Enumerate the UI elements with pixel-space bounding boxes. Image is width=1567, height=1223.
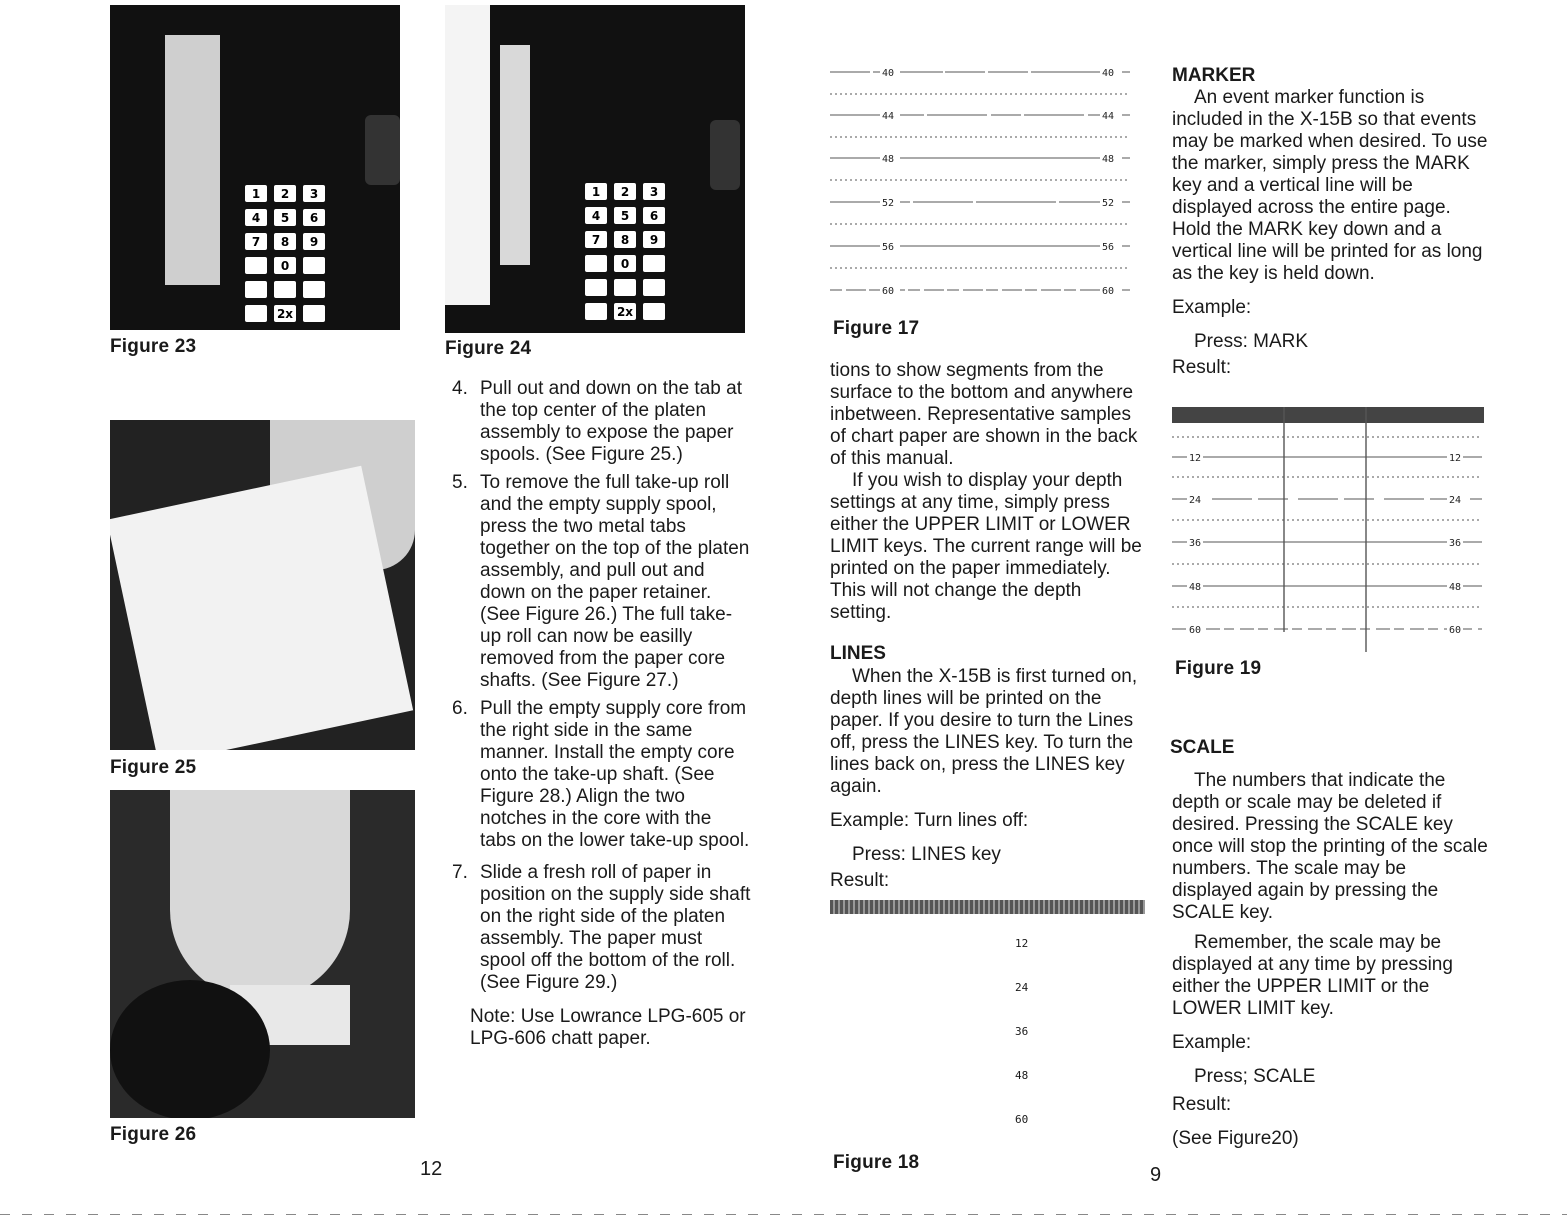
roller-knob	[365, 115, 400, 185]
key-3: 3	[643, 183, 665, 200]
fig18-label: 60	[1015, 1113, 1029, 1126]
figure-19-caption: Figure 19	[1175, 658, 1262, 679]
figure-26-caption: Figure 26	[110, 1124, 197, 1145]
result-label: Result:	[830, 870, 890, 891]
fig19-label-right: 48	[1449, 582, 1462, 593]
key-alarm	[303, 305, 325, 322]
key-lower-limit	[643, 255, 665, 272]
figure-25-photo	[110, 420, 415, 750]
key-0: 0	[274, 257, 296, 274]
key-scale	[585, 279, 607, 296]
figure-24-photo	[445, 5, 745, 333]
printed-header-band	[1172, 407, 1484, 423]
key-9: 9	[643, 231, 665, 248]
key-9: 9	[303, 233, 325, 250]
key-2x: 2x	[614, 303, 636, 320]
fig17-label-right: 44	[1102, 111, 1115, 122]
press-instruction: Press: LINES key	[852, 844, 1001, 865]
key-ppr	[585, 303, 607, 320]
fig19-label-left: 36	[1189, 538, 1202, 549]
figure-23-photo	[110, 5, 400, 330]
step-text: Slide a fresh roll of paper in position on the supply side shaft on the right side of the platen assembly. The paper must spool off the bottom of the roll. (See Figure 29.)	[480, 862, 751, 993]
paragraph: An event marker function is included in the X-15B so that events may be marked when desired. To use the marker, simply press the MARK key and a vertical line will be displayed across the entire page. Hold the MARK key down and a vertical line will be printed for as long as the key is held down.	[1172, 87, 1488, 284]
figure-25-caption: Figure 25	[110, 757, 197, 778]
marker-text-block	[1172, 87, 1490, 379]
lines-heading: LINES	[830, 643, 886, 664]
key-4: 4	[245, 209, 267, 226]
key-1: 1	[245, 185, 267, 202]
fig17-label-left: 44	[882, 111, 895, 122]
paragraph: tions to show segments from the surface to the bottom and anywhere inbetween. Representative samples of chart paper are shown in the back of this manual.	[830, 360, 1138, 469]
step-number: 5.	[452, 472, 468, 493]
fig18-label: 24	[1015, 981, 1029, 994]
key-mark	[274, 281, 296, 298]
key-6: 6	[643, 207, 665, 224]
fig19-label-left: 12	[1189, 453, 1202, 464]
chart-paper-strip	[165, 35, 220, 285]
key-ppr	[245, 305, 267, 322]
key-3: 3	[303, 185, 325, 202]
figure-23-caption: Figure 23	[110, 336, 197, 357]
marker-heading: MARKER	[1172, 65, 1256, 86]
fig19-label-right: 12	[1449, 453, 1462, 464]
fig17-label-left: 56	[882, 242, 895, 253]
figure-18-chart	[830, 900, 1145, 1140]
chart-paper-strip	[500, 45, 530, 265]
example-label: Example:	[1172, 297, 1252, 318]
step-text: To remove the full take-up roll and the empty supply spool, press the two metal tabs together on the top of the platen assembly, and pull out and down on the paper retainer. (See Figure 26.) The full take-up roll can now be easilly removed from the paper core shafts. (See Figure 27.)	[480, 472, 750, 691]
fig19-label-right: 60	[1449, 625, 1462, 636]
key-lower-limit	[303, 257, 325, 274]
key-5: 5	[614, 207, 636, 224]
roller-knob	[710, 120, 740, 190]
key-7: 7	[585, 231, 607, 248]
paragraph: The numbers that indicate the depth or scale may be deleted if desired. Pressing the SCALE key once will stop the printing of the scale numbers. The scale may be displayed again by pressing the SCALE key.	[1172, 770, 1488, 923]
step-text: Pull out and down on the tab at the top center of the platen assembly to expose the paper spools. (See Figure 25.)	[480, 378, 742, 465]
key-0: 0	[614, 255, 636, 272]
press-instruction: Press; SCALE	[1194, 1066, 1316, 1087]
step-number: 6.	[452, 698, 468, 719]
fig17-label-left: 48	[882, 154, 895, 165]
keypad-fig23	[245, 185, 325, 322]
figure-17-caption: Figure 17	[833, 318, 920, 339]
fig17-label-right: 60	[1102, 286, 1115, 297]
spool	[110, 980, 270, 1118]
figure-reference: (See Figure20)	[1172, 1128, 1299, 1149]
example-label: Example: Turn lines off:	[830, 810, 1029, 831]
key-mark	[614, 279, 636, 296]
key-upper-limit	[245, 257, 267, 274]
fig19-label-right: 36	[1449, 538, 1462, 549]
lines-text-block	[830, 666, 1145, 892]
press-instruction: Press: MARK	[1194, 331, 1309, 352]
fig18-label: 48	[1015, 1069, 1029, 1082]
page-number-left: 12	[420, 1158, 443, 1180]
fig19-label-left: 24	[1189, 495, 1202, 506]
fig17-label-right: 52	[1102, 198, 1115, 209]
key-upper-limit	[585, 255, 607, 272]
key-8: 8	[274, 233, 296, 250]
key-scale	[245, 281, 267, 298]
paper-edge	[445, 5, 490, 305]
key-lines	[643, 279, 665, 296]
fig17-label-left: 52	[882, 198, 895, 209]
figure-24-caption: Figure 24	[445, 338, 532, 359]
instruction-steps	[452, 378, 752, 1050]
fig19-label-right: 24	[1449, 495, 1462, 506]
step-item	[452, 378, 752, 466]
key-2x: 2x	[274, 305, 296, 322]
scan-edge	[0, 1214, 1567, 1215]
fig18-label: 12	[1015, 937, 1029, 950]
step-text: Pull the empty supply core from the right side in the same manner. Install the empty core onto the take-up shaft. (See Figure 28.) Align the two notches in the core with the tabs on the lower take-up spool.	[480, 698, 750, 851]
key-4: 4	[585, 207, 607, 224]
scale-text-block	[1172, 770, 1490, 1150]
fig19-label-left: 48	[1189, 582, 1202, 593]
key-7: 7	[245, 233, 267, 250]
key-2: 2	[614, 183, 636, 200]
figure-18-caption: Figure 18	[833, 1152, 920, 1173]
key-1: 1	[585, 183, 607, 200]
key-lines	[303, 281, 325, 298]
scale-heading: SCALE	[1170, 737, 1235, 758]
depth-range-text	[830, 360, 1145, 624]
result-label: Result:	[1172, 357, 1232, 378]
figure-17-svg	[830, 60, 1135, 305]
fig17-label-right: 40	[1102, 68, 1115, 79]
step-number: 4.	[452, 378, 468, 399]
key-2: 2	[274, 185, 296, 202]
fig17-label-right: 56	[1102, 242, 1115, 253]
printed-header-band	[830, 900, 1145, 914]
fig19-label-left: 60	[1189, 625, 1202, 636]
figure-19-chart	[1172, 407, 1487, 652]
fig17-label-left: 60	[882, 286, 895, 297]
paragraph: If you wish to display your depth settings at any time, simply press either the UPPER LIMIT or LOWER LIMIT keys. The current range will be printed on the paper immediately. This will not change the depth setting.	[830, 470, 1142, 623]
example-label: Example:	[1172, 1032, 1252, 1053]
paper-roll	[110, 466, 413, 750]
figure-19-svg	[1172, 407, 1487, 652]
fig17-label-left: 40	[882, 68, 895, 79]
paragraph: When the X-15B is first turned on, depth lines will be printed on the paper. If you desire to turn the Lines off, press the LINES key. To turn the lines back on, press the LINES key again.	[830, 666, 1138, 797]
key-alarm	[643, 303, 665, 320]
hands	[170, 790, 350, 1000]
fig17-label-right: 48	[1102, 154, 1115, 165]
key-8: 8	[614, 231, 636, 248]
step-item	[452, 862, 752, 994]
result-label: Result:	[1172, 1094, 1232, 1115]
figure-17-chart	[830, 60, 1135, 305]
key-6: 6	[303, 209, 325, 226]
keypad-fig24	[585, 183, 665, 320]
step-item	[452, 698, 752, 852]
step-number: 7.	[452, 862, 468, 883]
step-item	[452, 472, 752, 692]
key-5: 5	[274, 209, 296, 226]
figure-26-photo	[110, 790, 415, 1118]
paragraph: Remember, the scale may be displayed at any time by pressing either the UPPER LIMIT or the LOWER LIMIT key.	[1172, 932, 1453, 1019]
fig18-label: 36	[1015, 1025, 1029, 1038]
page-number-right: 9	[1150, 1164, 1162, 1186]
paper-note: Note: Use Lowrance LPG-605 or LPG-606 chatt paper.	[470, 1006, 746, 1049]
